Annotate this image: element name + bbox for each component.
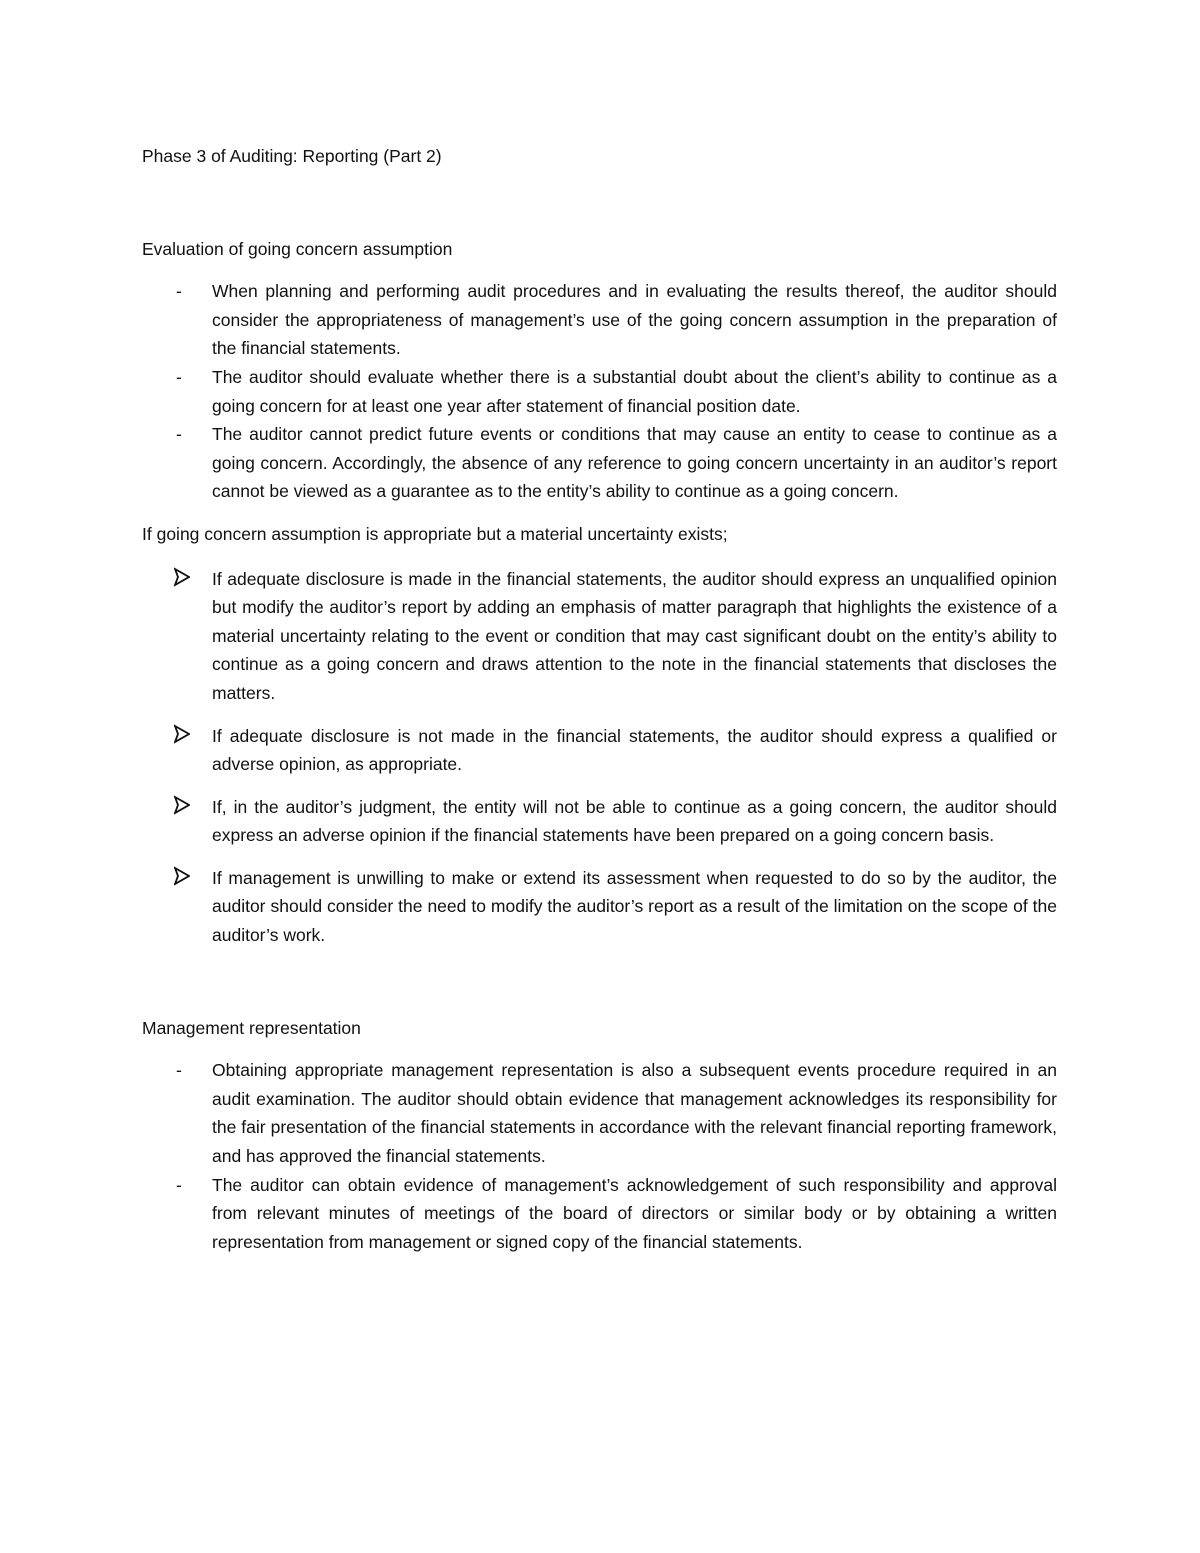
section-spacer — [142, 964, 1057, 1014]
list-item-text: If adequate disclosure is not made in the financial statements, the auditor should express a qualified or adverse opinion, as appropriate. — [212, 725, 1057, 775]
document-page — [142, 142, 1057, 1256]
going-concern-bullet-list — [142, 277, 1057, 506]
list-item-text: If adequate disclosure is made in the financial statements, the auditor should express an unqualified opinion but modify the auditor’s report by adding an emphasis of matter paragraph that highlights the existence of a material uncertainty relating to the event or condition that may cast significant doubt on the entity’s ability to continue as a going concern and draws attention to the note in the financial statements that discloses the matters. — [212, 568, 1057, 703]
arrowhead-bullet-icon — [174, 566, 190, 588]
material-uncertainty-intro: If going concern assumption is appropriate but a material uncertainty exists; — [142, 523, 728, 544]
dash-marker: - — [176, 424, 182, 445]
dash-marker: - — [176, 1174, 182, 1195]
section-heading-management-representation: Management representation — [142, 1017, 361, 1038]
list-item — [142, 420, 1057, 506]
dash-marker: - — [176, 281, 182, 302]
list-item — [142, 722, 1057, 779]
material-uncertainty-arrow-list — [142, 565, 1057, 950]
list-item — [142, 793, 1057, 850]
list-item — [142, 363, 1057, 420]
list-item-text: The auditor cannot predict future events or conditions that may cause an entity to cease to continue as a going concern. Accordingly, the absence of any reference to going concern uncertainty in an auditor’s report cannot be viewed as a guarantee as to the entity’s ability to continue as a going concern. — [212, 424, 1057, 502]
arrowhead-bullet-icon — [174, 723, 190, 745]
list-item — [142, 1171, 1057, 1257]
document-title: Phase 3 of Auditing: Reporting (Part 2) — [142, 146, 442, 166]
dash-marker: - — [176, 1060, 182, 1081]
list-item-text: If, in the auditor’s judgment, the entity will not be able to continue as a going concern, the auditor should express an adverse opinion if the financial statements have been prepared on a going concern basis. — [212, 796, 1057, 846]
list-item-text: When planning and performing audit procedures and in evaluating the results thereof, the auditor should consider the appropriateness of management’s use of the going concern assumption in the preparation of the financial statements. — [212, 281, 1057, 359]
list-item — [142, 1056, 1057, 1170]
list-item — [142, 277, 1057, 363]
arrowhead-bullet-icon — [174, 794, 190, 816]
arrowhead-bullet-icon — [174, 865, 190, 887]
list-item-text: If management is unwilling to make or extend its assessment when requested to do so by the auditor, the auditor should consider the need to modify the auditor’s report as a result of the limitation on the scope of the auditor’s work. — [212, 867, 1057, 946]
list-item — [142, 864, 1057, 950]
list-item-text: Obtaining appropriate management representation is also a subsequent events procedure required in an audit examination. The auditor should obtain evidence that management acknowledges its responsibility for the fair presentation of the financial statements in accordance with the relevant financial reporting framework, and has approved the financial statements. — [212, 1060, 1057, 1167]
dash-marker: - — [176, 366, 182, 387]
section-heading-going-concern: Evaluation of going concern assumption — [142, 238, 453, 259]
management-representation-bullet-list — [142, 1056, 1057, 1256]
list-item-text: The auditor should evaluate whether there is a substantial doubt about the client’s ability to continue as a going concern for at least one year after statement of financial position date. — [212, 366, 1057, 416]
list-item — [142, 565, 1057, 708]
list-item-text: The auditor can obtain evidence of management’s acknowledgement of such responsibility and approval from relevant minutes of meetings of the board of directors or similar body or by obtaining a written representation from management or signed copy of the financial statements. — [212, 1174, 1057, 1252]
